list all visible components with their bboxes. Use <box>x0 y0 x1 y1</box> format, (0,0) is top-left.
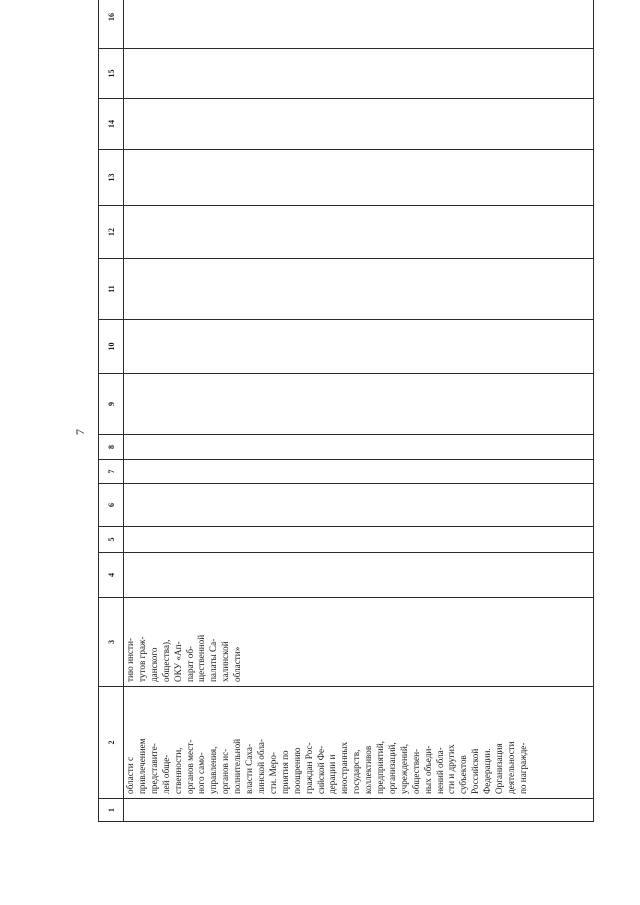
header-cell-2: 2 <box>99 687 124 799</box>
text-line: области с <box>125 756 135 794</box>
text-line: палаты Са- <box>208 638 219 682</box>
cell-col-8 <box>124 435 594 460</box>
cell-col-9 <box>124 374 594 435</box>
header-cell-16: 16 <box>99 0 124 49</box>
text-line: привлечением <box>136 738 147 794</box>
text-line: организаций, <box>386 742 397 794</box>
cell-col-13 <box>124 150 594 206</box>
text-line: полнительной <box>232 738 243 794</box>
header-cell-9: 9 <box>99 374 124 435</box>
text-line: общества), <box>160 639 171 682</box>
text-line: линской обла- <box>255 738 266 794</box>
cell-col-2-text <box>124 687 530 798</box>
text-line: власти Саха- <box>244 743 255 794</box>
header-cell-13: 13 <box>99 150 124 206</box>
cell-col-12 <box>124 206 594 259</box>
cell-col-15 <box>124 49 594 99</box>
text-line: по награжде- <box>517 742 528 794</box>
text-line: сти. Меро- <box>267 752 278 794</box>
text-line: сти и других <box>446 744 457 794</box>
cell-col-16 <box>124 0 594 49</box>
text-line: области» <box>232 646 243 682</box>
cell-col-1 <box>124 799 594 822</box>
text-line: дерации и <box>327 754 338 794</box>
text-line: Федерации. <box>482 748 493 794</box>
table-row <box>124 0 594 822</box>
cell-col-10 <box>124 320 594 374</box>
text-line: представите- <box>148 743 159 794</box>
text-line: ных объеди- <box>422 745 433 794</box>
header-cell-7: 7 <box>99 460 124 484</box>
header-cell-14: 14 <box>99 99 124 150</box>
cell-col-5 <box>124 527 594 553</box>
text-line: тию инсти- <box>125 638 135 682</box>
header-cell-3: 3 <box>99 598 124 687</box>
header-cell-15: 15 <box>99 49 124 99</box>
header-cell-10: 10 <box>99 320 124 374</box>
cell-col-3 <box>124 598 594 687</box>
header-cell-4: 4 <box>99 553 124 598</box>
rotated-table-wrapper <box>98 13 594 822</box>
cell-col-6 <box>124 484 594 527</box>
cell-col-14 <box>124 99 594 150</box>
text-line: приятия по <box>279 750 290 794</box>
cell-col-3-text <box>124 598 244 686</box>
text-line: государств, <box>351 749 362 794</box>
header-cell-11: 11 <box>99 259 124 320</box>
text-line: нений обла- <box>434 747 445 794</box>
text-line: деятельности <box>506 741 516 794</box>
text-line: предприятий, <box>375 741 386 794</box>
text-line: лей обще- <box>160 754 171 794</box>
text-line: управления, <box>208 746 219 794</box>
text-line: Российской <box>470 748 481 794</box>
text-line: ного само- <box>196 752 207 794</box>
text-line: халинской <box>220 641 231 682</box>
header-row <box>99 0 124 822</box>
text-line: ОКУ «Ап- <box>172 641 183 682</box>
text-line: сийской Фе- <box>315 745 326 794</box>
cell-col-11 <box>124 259 594 320</box>
text-line: органов мест- <box>184 739 195 794</box>
text-line: субъектов <box>458 755 469 794</box>
text-line: обществен- <box>410 748 421 794</box>
cell-col-2 <box>124 687 594 799</box>
text-line: граждан Рос- <box>303 742 314 794</box>
text-line: поощрению <box>291 747 302 794</box>
header-cell-1: 1 <box>99 799 124 822</box>
header-cell-8: 8 <box>99 435 124 460</box>
cell-col-7 <box>124 460 594 484</box>
text-line: Организация <box>494 743 505 794</box>
header-cell-5: 5 <box>99 527 124 553</box>
program-table <box>98 0 594 822</box>
text-line: парат об- <box>184 645 195 682</box>
text-line: щественной <box>196 634 207 682</box>
text-line: данского <box>148 647 159 682</box>
page-number: 7 <box>73 429 87 435</box>
text-line: иностранных <box>339 741 350 794</box>
text-line: тутов граж- <box>136 636 147 682</box>
header-cell-6: 6 <box>99 484 124 527</box>
text-line: учреждений, <box>398 743 409 794</box>
header-cell-12: 12 <box>99 206 124 259</box>
text-line: ственности, <box>172 747 183 794</box>
cell-col-4 <box>124 553 594 598</box>
text-line: коллективов <box>363 745 374 794</box>
text-line: органов ис- <box>220 748 231 794</box>
